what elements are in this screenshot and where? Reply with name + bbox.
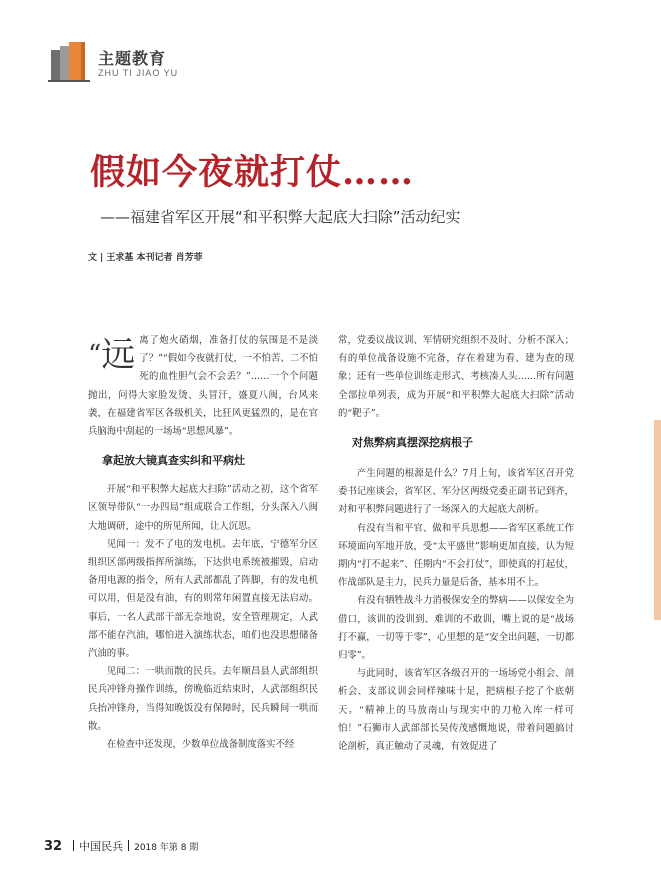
- paragraph: 有没有牺牲战斗力消极保安全的弊病——以保安全为借口，该训的没训到、难训的不敢训，嘴上说的是“战场打不赢，一切等于零”，心里想的是“安全出问题，一切都归零”。: [338, 595, 574, 662]
- paragraph: 在检查中还发现，少数单位战备制度落实不经: [106, 739, 295, 751]
- paragraph: 见闻二：一哄而散的民兵。去年顺昌县人武部组织民兵冲锋舟操作训练，傍晚临近结束时，人武部组织民兵抬冲锋舟，当得知晚饭没有保障时，民兵瞬间一哄而散。: [88, 666, 318, 732]
- paragraph: 见闻一：发不了电的发电机。去年底，宁德军分区组织区部两级指挥所演练，下达供电系统被摧毁，启动备用电源的指令，所有人武部都乱了阵脚，有的发电机可以用，但是没有油，有的则常年闲置直接无法启动。事后，一名人武部干部无奈地说，安全管理规定，人武部不能存汽油，哪怕进入演练状态，咱们也没思想储备汽油的事。: [88, 538, 318, 660]
- left-column: [88, 332, 318, 754]
- paragraph: 与此同时，该省军区各级召开的一场场党小组会、剖析会、支部议训会同样辣味十足，把病根子挖了个底朝天。“精神上的马放南山与现实中的刀枪入库一样可怕！”石狮市人武部部长吴传茂感慨地说，带着问题搞讨论剖析，真正触动了灵魂，有效促进了: [338, 668, 574, 753]
- byline: 文 | 王求基 本刊记者 肖芳菲: [88, 253, 203, 263]
- magazine-name: 中国民兵: [79, 840, 124, 853]
- side-tab: [654, 420, 661, 620]
- article-title: 假如今夜就打仗……: [90, 152, 415, 193]
- intro-paragraph: “远 离了炮火硝烟，准备打仗的氛围是不是淡了？”“假如今夜就打仗，一不怕苦、二不怕死的血性胆气会不会丢？”……一个个问题抛出，问得大家脸发烫、头冒汗，盛夏八闽，台风来袭，在福建省军区各级机关，比狂风更猛烈的，是在官兵脑海中刮起的一场场“思想风暴”。: [88, 335, 318, 438]
- paragraph: 产生问题的根源是什么？7月上旬，该省军区召开党委书记座谈会，省军区、军分区两级党委正副书记到齐，对和平积弊问题进行了一场深入的大起底大剖析。: [338, 468, 574, 516]
- section-heading-2: 对焦弊病真摆深挖病根子: [352, 436, 473, 450]
- book-stack-icon: [48, 40, 90, 82]
- right-column: [338, 332, 574, 756]
- byline-prefix: 文: [88, 253, 98, 263]
- paragraph: 常，党委议战议训、军情研究组织不及时、分析不深入；有的单位战备设施不完备，存在着建为看、建为查的现象；还有一些单位训练走形式、考核凑人头……所有问题全部拉单列表，成为开展“和平积弊大起底大扫除”活动的“靶子”。: [338, 335, 574, 419]
- issue-label: 2018 年第 8 期: [134, 843, 199, 853]
- section-heading-1: 拿起放大镜真查实纠和平病灶: [102, 454, 245, 468]
- article-subtitle: ——福建省军区开展“和平积弊大起底大扫除”活动纪实: [100, 208, 461, 226]
- page-number: 32: [44, 839, 63, 854]
- paragraph: 有没有当和平官、做和平兵思想——省军区系统工作环境面向军地开放，受“太平盛世”影响更加直接，认为短期内“打不起来”、任期内“不会打仗”，即使真的打起仗，作战部队是主力，民兵力量是后备，基本用不上。: [338, 522, 574, 589]
- page-footer: [44, 838, 198, 854]
- byline-authors: 王求基 本刊记者 肖芳菲: [106, 253, 203, 263]
- section-pinyin: ZHU TI JIAO YU: [98, 68, 179, 78]
- dropcap: “远: [88, 335, 136, 375]
- section-title: 主题教育: [98, 49, 167, 68]
- paragraph: 开展“和平积弊大起底大扫除”活动之初，这个省军区领导带队“一办四局”组成联合工作组，分头深入八闽大地调研，途中的所见所闻，让人沉思。: [88, 484, 318, 532]
